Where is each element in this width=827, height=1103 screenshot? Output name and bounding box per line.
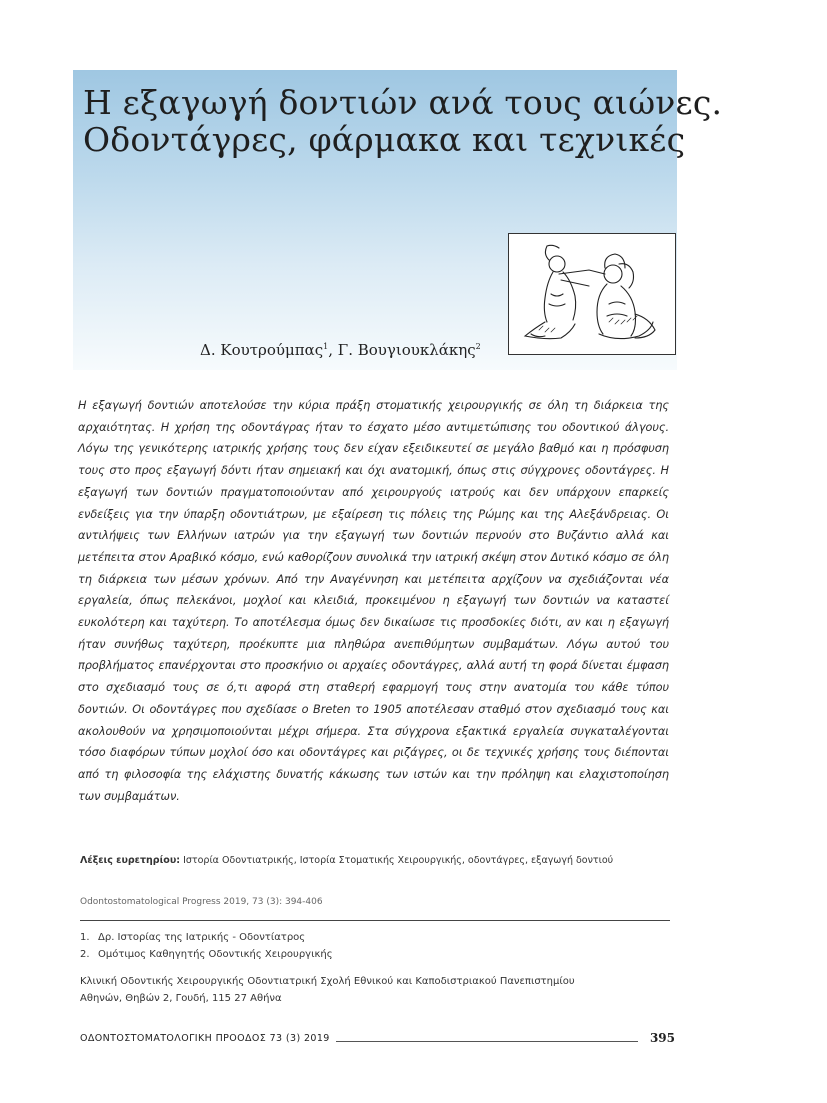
title-line-1: Η εξαγωγή δοντιών ανά τους αιώνες. [83, 83, 723, 122]
historical-engraving-figure [508, 233, 676, 355]
journal-name: ΟΔΟΝΤΟΣΤΟΜΑΤΟΛΟΓΙΚΗ ΠΡΟΟΔΟΣ 73 (3) 2019 [80, 1033, 336, 1044]
author-1: Δ. Κουτρούμπας [200, 341, 324, 359]
affiliation [80, 973, 680, 1007]
footnote-number: 1. [80, 932, 90, 943]
abstract-text: Η εξαγωγή δοντιών αποτελούσε την κύρια πράξη στοματικής χειρουργικής σε όλη τη διάρκεια της αρχαιότητας. Η χρήση της οδοντάγρας ήταν το έσχατο μέσο αντιμετώπισης του οδοντικού άλγους. Λόγω της γενικότερης ιατρικής χρήσης τους δεν είχαν εξειδικευτεί σε μεγάλο βαθμό και η πρόσφυση τους στο προς εξαγωγή δόντι ήταν σημειακή και όχι ανατομική, όπως στις σύγχρονες οδοντάγρες. Η εξαγωγή των δοντιών πραγματοποιούνταν από χειρουργούς ιατρούς και δεν υπάρχουν επαρκείς ενδείξεις για την ύπαρξη οδοντιάτρων, με εξαίρεση τις πόλεις της Ρώμης και της Αλεξάνδρειας. Οι αντιλήψεις των Ελλήνων ιατρών για την εξαγωγή των δοντιών περνούν στο Βυζάντιο αλλά και μετέπειτα στον Αραβικό κόσμο, ενώ καθορίζουν συνολικά την ιατρική σκέψη στον Δυτικό κόσμο σε όλη τη διάρκεια των μέσων χρόνων. Από την Αναγέννηση και μετέπειτα αρχίζουν να σχεδιάζονται νέα εργαλεία, όπως πελεκάνοι, μοχλοί και κλειδιά, προκειμένου η εξαγωγή των δοντιών να καταστεί ευκολότερη και ταχύτερη. Το αποτέλεσμα όμως δεν δικαίωσε τις προσδοκίες διότι, αν και η εξαγωγή ήταν συνήθως ταχύτερη, προέκυπτε μια πληθώρα ανεπιθύμητων συμβαμάτων. Λόγω αυτού του προβλήματος επανέρχονται στο προσκήνιο οι αρχαίες οδοντάγρες, αλλά αυτή τη φορά δίνεται έμφαση στο σχεδιασμό τους σε ό,τι αφορά στη σταθερή εφαρμογή τους στην ανατομία του κάθε τύπου δοντιών. Οι οδοντάγρες που σχεδίασε ο Breten το 1905 αποτέλεσαν σταθμό στον σχεδιασμό τους και ακολουθούν να χρησιμοποιούνται μέχρι σήμερα. Στα σύγχρονα εξακτικά εργαλεία συγκαταλέγονται τόσο διαφόρων τύπων μοχλοί όσο και οδοντάγρες και ριζάγρες, οι δε τεχνικές χρήσης τους διέπονται από τη φιλοσοφία της ελάχιστης δυνατής κάκωσης των ιστών και την πρόληψη και ελαχιστοποίηση των συμβαμάτων. [78, 399, 669, 803]
footnotes-list [80, 929, 333, 963]
keywords-label: Λέξεις ευρετηρίου: [80, 855, 181, 866]
citation-line: Odontostomatological Progress 2019, 73 (3): 394-406 [80, 897, 323, 907]
footer-rule [330, 1041, 638, 1042]
keywords-text: Ιστορία Οδοντιατρικής, Ιστορία Στοματικής Χειρουργικής, οδοντάγρες, εξαγωγή δοντιού [180, 855, 614, 866]
author-1-mark: 1 [323, 342, 329, 351]
affiliation-line-2: Αθηνών, Θηβών 2, Γουδή, 115 27 Αθήνα [80, 993, 282, 1004]
footnote-text: Δρ. Ιστορίας της Ιατρικής - Οδοντίατρος [98, 932, 306, 943]
author-line [200, 341, 500, 359]
author-2: Γ. Βουγιουκλάκης [337, 341, 476, 359]
footnote-text: Ομότιμος Καθηγητής Οδοντικής Χειρουργικής [98, 949, 333, 960]
affiliation-line-1: Κλινική Οδοντικής Χειρουργικής Οδοντιατρική Σχολή Εθνικού και Καποδιστριακού Πανεπιστημίου [80, 976, 575, 987]
author-separator: , [328, 341, 338, 359]
footnote-item [80, 929, 333, 946]
page-number: 395 [644, 1031, 675, 1045]
tooth-extraction-engraving-icon [509, 234, 675, 354]
title-line-2: Οδοντάγρες, φάρμακα και τεχνικές [83, 120, 686, 159]
title-banner [73, 70, 723, 370]
keywords [80, 855, 680, 866]
author-2-mark: 2 [475, 342, 481, 351]
footnote-item [80, 946, 333, 963]
running-footer [80, 1033, 675, 1049]
article-title [83, 83, 723, 159]
footnote-number: 2. [80, 949, 90, 960]
footnote-divider [80, 920, 670, 921]
